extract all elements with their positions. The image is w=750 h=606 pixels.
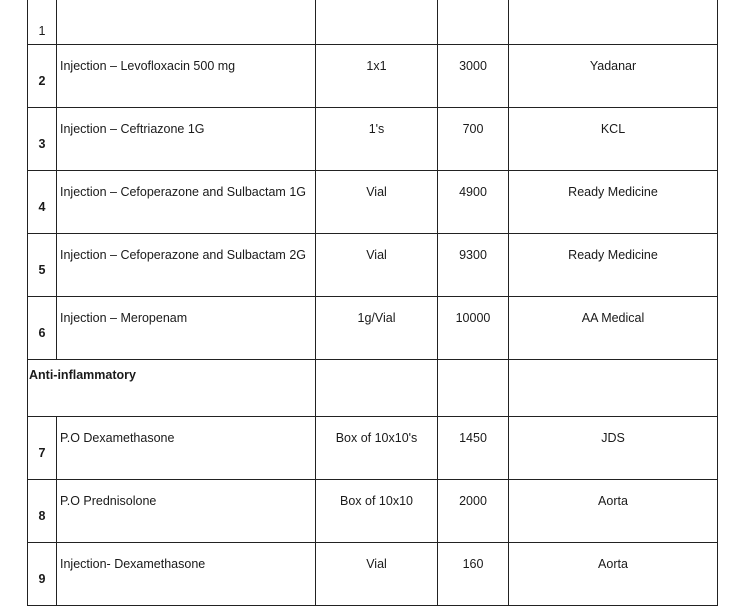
table-row [28,417,718,480]
item-supplier: JDS [509,417,718,480]
row-number: 7 [28,417,57,480]
item-unit: Box of 10x10's [316,417,438,480]
item-unit: Vial [316,234,438,297]
table-row [28,234,718,297]
table-row [28,0,718,45]
table-row [28,45,718,108]
row-number: 8 [28,480,57,543]
medicine-price-table [27,0,718,606]
item-unit: Vial [316,543,438,606]
section-row [28,360,718,417]
table-body [28,0,718,606]
item-supplier [509,0,718,45]
item-price: 2000 [438,480,509,543]
row-number: 3 [28,108,57,171]
section-empty-cell [316,360,438,417]
row-number: 1 [28,0,57,45]
item-price: 700 [438,108,509,171]
item-supplier: Ready Medicine [509,234,718,297]
item-unit: Vial [316,171,438,234]
item-unit [316,0,438,45]
item-price [438,0,509,45]
item-name [57,0,316,45]
row-number: 5 [28,234,57,297]
section-heading: Anti-inflammatory [28,360,316,417]
item-name: P.O Dexamethasone [57,417,316,480]
item-supplier: Ready Medicine [509,171,718,234]
item-name: P.O Prednisolone [57,480,316,543]
item-supplier: Aorta [509,480,718,543]
row-number: 4 [28,171,57,234]
table-row [28,480,718,543]
item-supplier: Aorta [509,543,718,606]
item-name: Injection- Dexamethasone [57,543,316,606]
item-unit: 1x1 [316,45,438,108]
item-name: Injection – Cefoperazone and Sulbactam 1G [57,171,316,234]
item-name: Injection – Ceftriazone 1G [57,108,316,171]
section-empty-cell [509,360,718,417]
item-price: 10000 [438,297,509,360]
item-supplier: KCL [509,108,718,171]
table-row [28,171,718,234]
table-row [28,108,718,171]
row-number: 9 [28,543,57,606]
row-number: 6 [28,297,57,360]
item-price: 1450 [438,417,509,480]
item-price: 160 [438,543,509,606]
item-unit: 1g/Vial [316,297,438,360]
row-number: 2 [28,45,57,108]
item-name: Injection – Cefoperazone and Sulbactam 2G [57,234,316,297]
item-price: 3000 [438,45,509,108]
item-supplier: Yadanar [509,45,718,108]
table-row [28,543,718,606]
item-price: 4900 [438,171,509,234]
item-supplier: AA Medical [509,297,718,360]
item-name: Injection – Meropenam [57,297,316,360]
item-price: 9300 [438,234,509,297]
item-name: Injection – Levofloxacin 500 mg [57,45,316,108]
item-unit: Box of 10x10 [316,480,438,543]
item-unit: 1's [316,108,438,171]
table-row [28,297,718,360]
section-empty-cell [438,360,509,417]
